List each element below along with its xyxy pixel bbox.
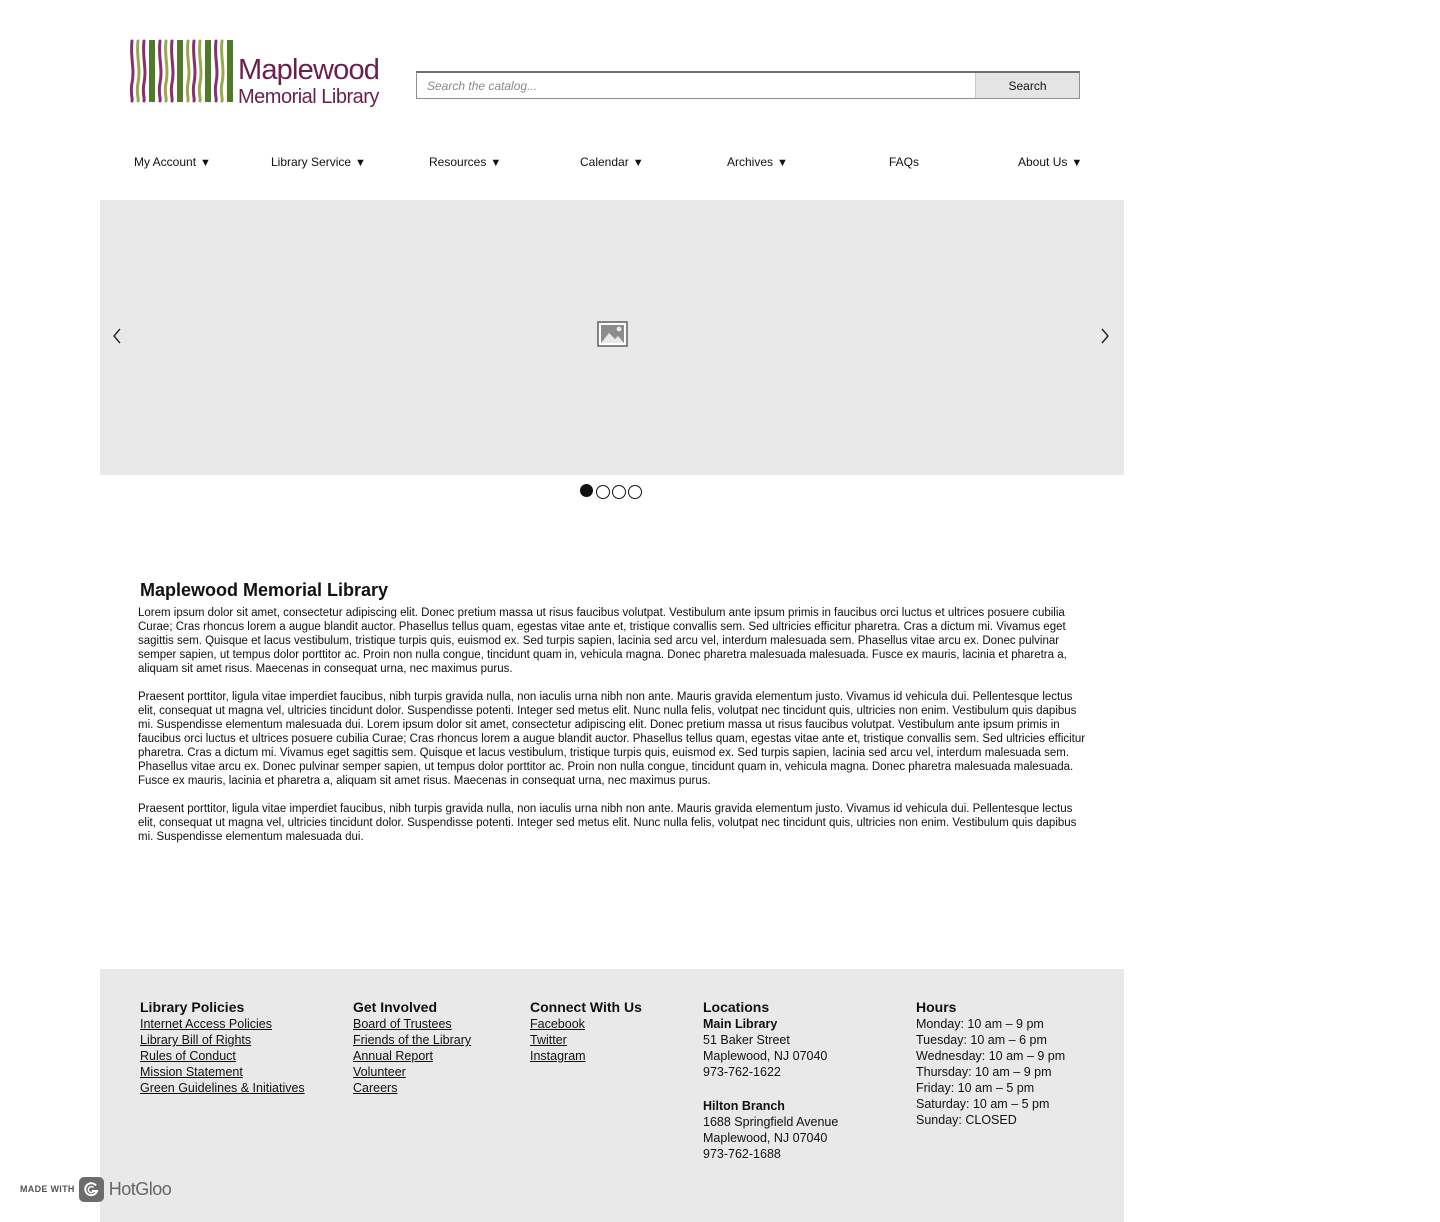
footer-connect: [530, 998, 642, 1064]
image-placeholder-icon: [597, 321, 628, 347]
intro-paragraph-1: Lorem ipsum dolor sit amet, consectetur adipiscing elit. Donec pretium massa ut risus faucibus volutpat. Vestibulum ante ipsum primis in faucibus orci luctus et ultrices posuere cubilia Curae; Cras rhoncus lorem a augue blandit auctor. Phasellus tellus quam, egestas vitae ante et, tristique convallis sem. Sed ultricies efficitur pharetra. Cras a dictum mi. Vivamus eget sagittis sem. Quisque et lacus vestibulum, tristique turpis quis, euismod ex. Sed turpis sapien, lacinia sed arcu vel, interdum malesuada sem. Phasellus vitae arcu ex. Donec pulvinar semper sapien, ut tempus dolor porttitor ac. Proin non nulla congue, tincidunt quam in, vehicula magna. Donec pharetra malesuada malesuada. Fusce ex mauris, lacinia et pharetra a, aliquam sit amet risus. Maecenas in consequat urna, nec maximus purus.: [138, 607, 1067, 675]
caret-down-icon: ▼: [355, 157, 366, 169]
location-city: Maplewood, NJ 07040: [703, 1131, 828, 1145]
nav-item-faqs[interactable]: [889, 155, 919, 169]
caret-down-icon: ▼: [200, 157, 211, 169]
location-phone: 973-762-1688: [703, 1147, 781, 1161]
location-street: 1688 Springfield Avenue: [703, 1115, 839, 1129]
caret-down-icon: ▼: [490, 157, 502, 169]
caret-down-icon: ▼: [777, 157, 788, 169]
facebook-link[interactable]: Facebook: [530, 1017, 585, 1031]
logo-text: [238, 56, 379, 107]
hero-slider: [100, 200, 1124, 475]
slide-dot-3[interactable]: [612, 485, 626, 499]
library-logo[interactable]: [129, 39, 380, 109]
footer-hours: [916, 998, 1065, 1128]
footer-link[interactable]: Friends of the Library: [353, 1033, 472, 1047]
footer-link[interactable]: Annual Report: [353, 1049, 433, 1063]
footer-policies: [140, 998, 305, 1096]
location-name: Hilton Branch: [703, 1099, 785, 1113]
slide-dot-2[interactable]: [596, 485, 610, 499]
footer-heading: Connect With Us: [530, 999, 642, 1015]
location-city: Maplewood, NJ 07040: [703, 1049, 828, 1063]
search-input[interactable]: [417, 73, 975, 98]
nav-item-archives[interactable]: [727, 155, 788, 169]
site-footer: [100, 969, 1124, 1222]
hours-line: Friday: 10 am – 5 pm: [916, 1081, 1035, 1095]
footer-link[interactable]: Careers: [353, 1081, 398, 1095]
made-with-label: MADE WITH: [20, 1184, 75, 1194]
caret-down-icon: ▼: [1071, 157, 1083, 169]
catalog-search: [416, 71, 1080, 99]
footer-heading: Get Involved: [353, 999, 438, 1015]
footer-link[interactable]: Library Bill of Rights: [140, 1033, 252, 1047]
made-with-badge[interactable]: [20, 1176, 171, 1202]
nav-item-about-us[interactable]: [1018, 155, 1082, 169]
caret-down-icon: ▼: [632, 157, 644, 169]
hotgloo-brand: HotGloo: [108, 1178, 172, 1199]
hours-line: Thursday: 10 am – 9 pm: [916, 1065, 1052, 1079]
logo-line-1: Maplewood: [238, 54, 380, 86]
nav-item-label: Library Service: [271, 155, 352, 169]
nav-item-label: FAQs: [889, 155, 920, 169]
nav-item-label: Resources: [429, 155, 487, 169]
logo-stripes-icon: [129, 39, 237, 103]
nav-item-label: Calendar: [580, 155, 629, 169]
chevron-right-icon[interactable]: [1098, 326, 1112, 346]
hours-line: Wednesday: 10 am – 9 pm: [916, 1049, 1066, 1063]
slide-dot-4[interactable]: [628, 485, 642, 499]
location-name: Main Library: [703, 1017, 778, 1031]
intro-paragraph-3: Praesent porttitor, ligula vitae imperdiet faucibus, nibh turpis gravida nulla, non iaculis urna nibh non ante. Mauris gravida elementum justo. Vivamus id vehicula dui. Pellentesque lectus elit, consequat ut magna vel, ultricies tincidunt dolor. Suspendisse potenti. Integer sed metus elit. Nunc nulla felis, volutpat nec tincidunt quis, ultricies non enim. Vestibulum quis dapibus mi. Suspendisse elementum malesuada dui.: [138, 803, 1077, 843]
twitter-link[interactable]: Twitter: [530, 1033, 567, 1047]
footer-link[interactable]: Green Guidelines & Initiatives: [140, 1081, 305, 1095]
footer-heading: Locations: [703, 999, 770, 1015]
footer-link[interactable]: Board of Trustees: [353, 1017, 452, 1031]
nav-item-library-service[interactable]: [271, 155, 366, 169]
chevron-left-icon[interactable]: [110, 326, 124, 346]
search-button[interactable]: Search: [975, 73, 1079, 98]
footer-get-involved: [353, 998, 471, 1096]
page-title: Maplewood Memorial Library: [140, 580, 389, 600]
footer-link[interactable]: Rules of Conduct: [140, 1049, 236, 1063]
location-street: 51 Baker Street: [703, 1033, 790, 1047]
instagram-link[interactable]: Instagram: [530, 1049, 586, 1063]
slider-pagination: [579, 484, 649, 500]
nav-item-calendar[interactable]: [580, 155, 644, 169]
slide-dot-1[interactable]: [580, 484, 593, 497]
hours-line: Tuesday: 10 am – 6 pm: [916, 1033, 1047, 1047]
footer-link[interactable]: Mission Statement: [140, 1065, 243, 1079]
footer-locations: [703, 998, 838, 1162]
intro-paragraph-2: Praesent porttitor, ligula vitae imperdiet faucibus, nibh turpis gravida nulla, non iaculis urna nibh non ante. Mauris gravida elementum justo. Vivamus id vehicula dui. Pellentesque lectus elit, consequat ut magna vel, ultricies tincidunt dolor. Suspendisse potenti. Integer sed metus elit. Nunc nulla felis, volutpat nec tincidunt quis, ultricies non enim. Vestibulum quis dapibus mi. Suspendisse elementum malesuada dui. Lorem ipsum dolor sit amet, consectetur adipiscing elit. Donec pretium massa ut risus faucibus volutpat. Vestibulum ante ipsum primis in faucibus orci luctus et ultrices posuere cubilia Curae; Cras rhoncus lorem a augue blandit auctor. Phasellus tellus quam, egestas vitae ante et, tristique convallis sem. Sed ultricies efficitur pharetra. Cras a dictum mi. Vivamus eget sagittis sem. Quisque et lacus vestibulum, tristique turpis quis, euismod ex. Sed turpis sapien, lacinia sed arcu vel, interdum malesuada sem. Phasellus vitae arcu ex. Donec pulvinar semper sapien, ut tempus dolor porttitor ac. Proin non nulla congue, tincidunt quam in, vehicula magna. Donec pharetra malesuada malesuada. Fusce ex mauris, lacinia et pharetra a, aliquam sit amet risus. Maecenas in consequat urna, nec maximus purus.: [138, 691, 1086, 787]
hours-line: Sunday: CLOSED: [916, 1113, 1017, 1127]
footer-link[interactable]: Internet Access Policies: [140, 1017, 273, 1031]
logo-line-2: Memorial Library: [238, 86, 379, 108]
hotgloo-logo-icon: [79, 1177, 104, 1202]
nav-item-label: Archives: [727, 155, 774, 169]
hours-line: Monday: 10 am – 9 pm: [916, 1017, 1044, 1031]
nav-item-my-account[interactable]: [134, 155, 211, 169]
nav-item-label: My Account: [134, 155, 197, 169]
footer-heading: Hours: [916, 999, 957, 1015]
hours-line: Saturday: 10 am – 5 pm: [916, 1097, 1050, 1111]
footer-heading: Library Policies: [140, 999, 245, 1015]
footer-link[interactable]: Volunteer: [353, 1065, 406, 1079]
nav-item-resources[interactable]: [429, 155, 501, 169]
location-phone: 973-762-1622: [703, 1065, 781, 1079]
nav-item-label: About Us: [1018, 155, 1068, 169]
